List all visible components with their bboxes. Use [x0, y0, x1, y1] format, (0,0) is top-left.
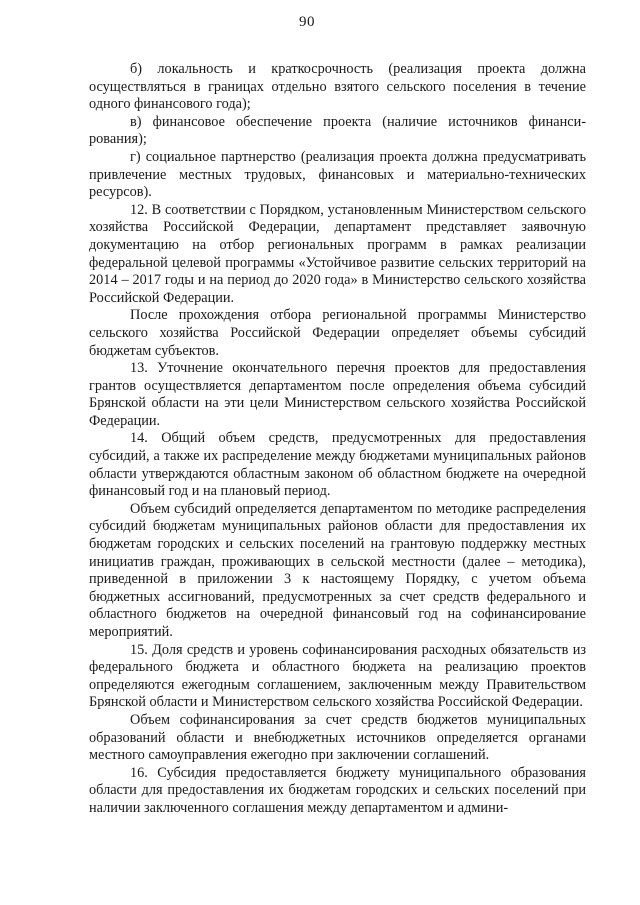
page-number: 90: [299, 14, 315, 30]
paragraph-selection: После прохождения отбора региональной программы Министерство сельского хозяйства Российской Федерации определяет объемы субсидий бюджетам субъектов.: [89, 307, 586, 359]
paragraph-16: 16. Субсидия предоставляется бюджету муниципального образования области для предоставления их бюджетам городских и сельских поселений при наличии заключенного соглашения между департаментом и админи-: [89, 764, 586, 816]
paragraph-12: 12. В соответствии с Порядком, установленным Министерством сельского хозяйства Российской Федерации, департамент представляет заявочную документацию на отбор региональных программ в рамках реализации федеральной целевой программы «Устойчивое развитие сельских территорий на 2014 – 2017 годы и на период до 2020 года» в Министерство сельского хозяйства Российской Федерации.: [89, 201, 586, 306]
paragraph-13: 13. Уточнение окончательного перечня проектов для предоставления грантов осуществляется департаментом после определения объема субсидий Брянской области на эти цели Министерством сельского хозяйства Российской Федерации.: [89, 360, 586, 429]
paragraph-v-financing: в) финансовое обеспечение проекта (наличие источников финансирования);: [89, 113, 586, 148]
paragraph-subsidy-volume: Объем субсидий определяется департаментом по методике распределения субсидий бюджетам муниципальных районов области для предоставления их бюджетам городских и сельских поселений на грантовую поддержку местных инициатив граждан, проживающих в сельской местности (далее – методика), приведенной в приложении 3 к настоящему Порядку, с учетом объема бюджетных ассигнований, предусмотренных за счет средств федерального и областного бюджетов на очередной финансовый год на софинансирование мероприятий.: [89, 500, 586, 640]
paragraph-cofinancing: Объем софинансирования за счет средств бюджетов муниципальных образований области и внебюджетных источников определяется органами местного самоуправления ежегодно при заключении соглашений.: [89, 711, 586, 764]
document-body: [89, 61, 586, 818]
paragraph-b-locality: б) локальность и краткосрочность (реализация проекта должна осуществляться в границах отдельно взятого сельского поселения в течение одного финансового года);: [89, 61, 586, 113]
paragraph-14: 14. Общий объем средств, предусмотренных для предоставления субсидий, а также их распределение между бюджетами муниципальных районов области утверждаются областным законом об областном бюджете на очередной финансовый год и на плановый период.: [89, 430, 586, 500]
paragraph-15: 15. Доля средств и уровень софинансирования расходных обязательств из федерального бюджета и областного бюджета на реализацию проектов определяются ежегодным соглашением, заключенным между Правительством Брянской области и Министерством сельского хозяйства Российской Федерации.: [89, 641, 586, 711]
paragraph-g-partnership: г) социальное партнерство (реализация проекта должна предусматривать привлечение местных трудовых, финансовых и материально-технических ресурсов).: [89, 148, 586, 201]
